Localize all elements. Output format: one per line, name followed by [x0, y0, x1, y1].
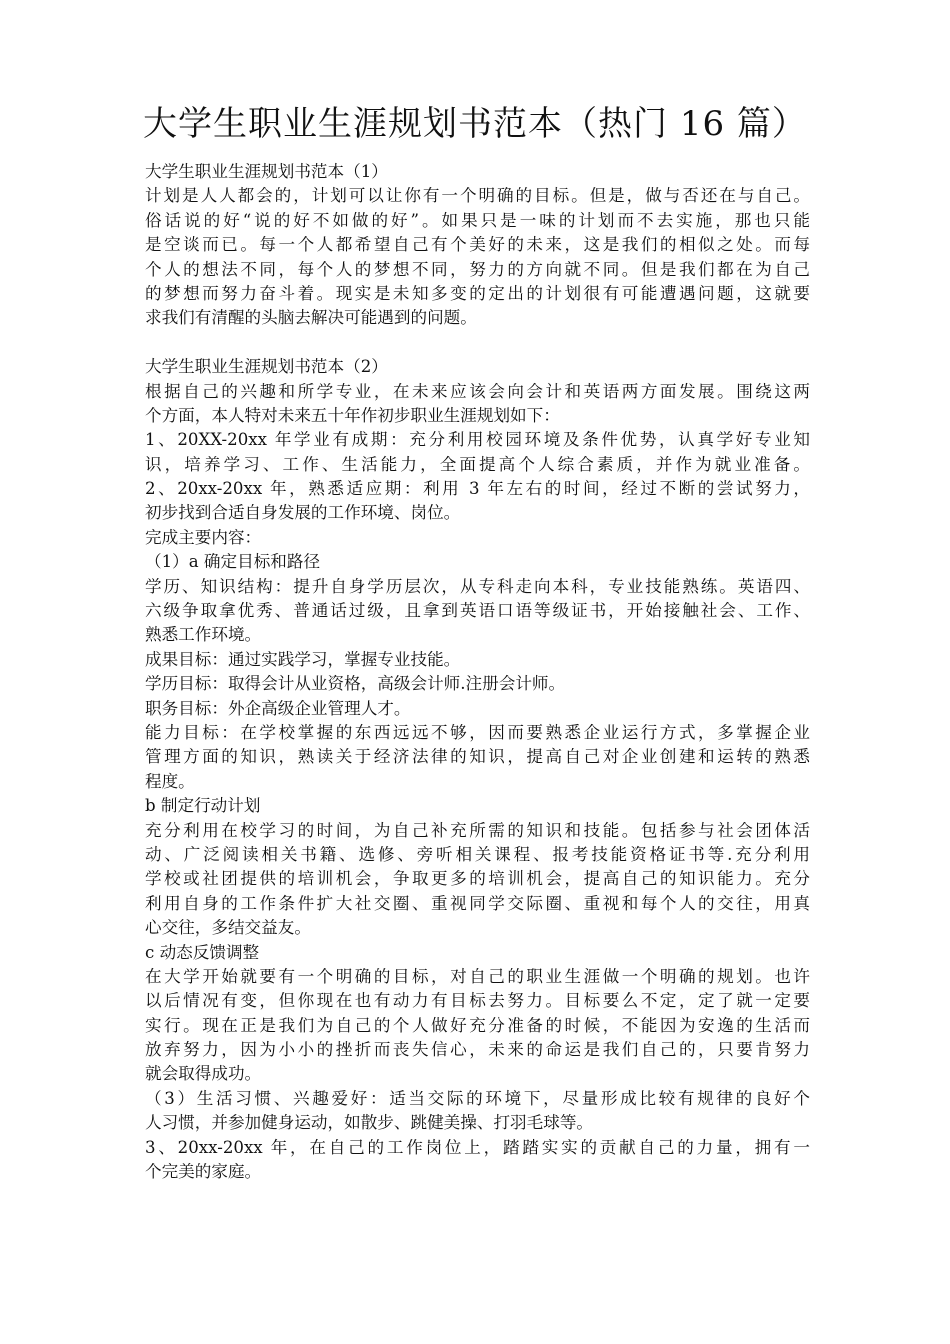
- text-line: 六级争取拿优秀、普通话过级，且拿到英语口语等级证书，开始接触社会、工作、: [145, 601, 810, 621]
- text-line: 人习惯，并参加健身运动，如散步、跳健美操、打羽毛球等。: [145, 1113, 594, 1133]
- text-line: 实行。现在正是我们为自己的个人做好充分准备的时候，不能因为安逸的生活而: [145, 1015, 810, 1035]
- text-line: 2、20xx-20xx 年，熟悉适应期：利用 3 年左右的时间，经过不断的尝试努力，: [145, 479, 810, 499]
- text-line: 学校或社团提供的培训机会，争取更多的培训机会，提高自己的知识能力。充分: [145, 869, 810, 889]
- text-line: 的梦想而努力奋斗着。现实是未知多变的定出的计划很有可能遭遇问题，这就要: [145, 283, 810, 303]
- text-line: （3）生活习惯、兴趣爱好：适当交际的环境下，尽量形成比较有规律的良好个: [145, 1088, 810, 1108]
- text-line: 识，培养学习、工作、生活能力，全面提高个人综合素质，并作为就业准备。: [145, 454, 810, 474]
- text-line: 根据自己的兴趣和所学专业，在未来应该会向会计和英语两方面发展。围绕这两: [145, 381, 810, 401]
- text-line: 管理方面的知识，熟读关于经济法律的知识，提高自己对企业创建和运转的熟悉: [145, 747, 810, 767]
- text-line: 1、20XX-20xx 年学业有成期：充分利用校园环境及条件优势，认真学好专业知: [145, 430, 810, 450]
- text-line: 心交往，多结交益友。: [145, 918, 311, 938]
- text-line: 大学生职业生涯规划书范本（2）: [145, 357, 388, 377]
- text-line: 放弃努力，因为小小的挫折而丧失信心，未来的命运是我们自己的，只要肯努力: [145, 1040, 810, 1060]
- text-line: （1）a 确定目标和路径: [145, 552, 321, 572]
- text-line: 利用自身的工作条件扩大社交圈、重视同学交际圈、重视和每个人的交往，用真: [145, 893, 810, 913]
- text-line: 大学生职业生涯规划书范本（1）: [145, 162, 388, 181]
- text-line: 3、20xx-20xx 年，在自己的工作岗位上，踏踏实实的贡献自己的力量，拥有一: [145, 1137, 810, 1157]
- text-line: 动、广泛阅读相关书籍、选修、旁听相关课程、报考技能资格证书等.充分利用: [145, 844, 810, 864]
- text-line: b 制定行动计划: [145, 796, 261, 816]
- text-line: 职务目标：外企高级企业管理人才。: [145, 698, 411, 718]
- text-line: 学历目标：取得会计从业资格，高级会计师.注册会计师。: [145, 674, 566, 694]
- text-line: 初步找到合适自身发展的工作环境、岗位。: [145, 503, 461, 523]
- text-line: 个完美的家庭。: [145, 1162, 262, 1182]
- text-line: 学历、知识结构：提升自身学历层次，从专科走向本科，专业技能熟练。英语四、: [145, 576, 810, 596]
- text-line: 成果目标：通过实践学习，掌握专业技能。: [145, 649, 461, 669]
- text-line: 熟悉工作环境。: [145, 625, 262, 645]
- text-line: 是空谈而已。每一个人都希望自己有个美好的未来，这是我们的相似之处。而每: [145, 235, 810, 255]
- text-line: c 动态反馈调整: [145, 942, 260, 962]
- page-title: 大学生职业生涯规划书范本（热门 16 篇）: [143, 104, 807, 144]
- text-line: 以后情况有变，但你现在也有动力有目标去努力。目标要么不定，定了就一定要: [145, 991, 810, 1011]
- text-line: 充分利用在校学习的时间，为自己补充所需的知识和技能。包括参与社会团体活: [145, 820, 810, 840]
- text-line: 就会取得成功。: [145, 1064, 262, 1084]
- text-line: 俗话说的好“说的好不如做的好”。如果只是一味的计划而不去实施，那也只能: [145, 210, 810, 230]
- text-line: 个人的想法不同，每个人的梦想不同，努力的方向就不同。但是我们都在为自己: [145, 259, 810, 279]
- text-line: 完成主要内容：: [145, 527, 262, 547]
- text-line: 在大学开始就要有一个明确的目标，对自己的职业生涯做一个明确的规划。也许: [145, 966, 810, 986]
- text-line: 能力目标：在学校掌握的东西远远不够，因而要熟悉企业运行方式，多掌握企业: [145, 722, 810, 742]
- text-line: 程度。: [145, 771, 195, 791]
- text-line: 求我们有清醒的头脑去解决可能遇到的问题。: [145, 308, 477, 328]
- blank-line: [145, 331, 810, 355]
- text-line: 个方面，本人特对未来五十年作初步职业生涯规划如下：: [145, 405, 560, 425]
- text-line: 计划是人人都会的，计划可以让你有一个明确的目标。但是，做与否还在与自己。: [145, 186, 810, 206]
- document-body: [145, 160, 810, 1184]
